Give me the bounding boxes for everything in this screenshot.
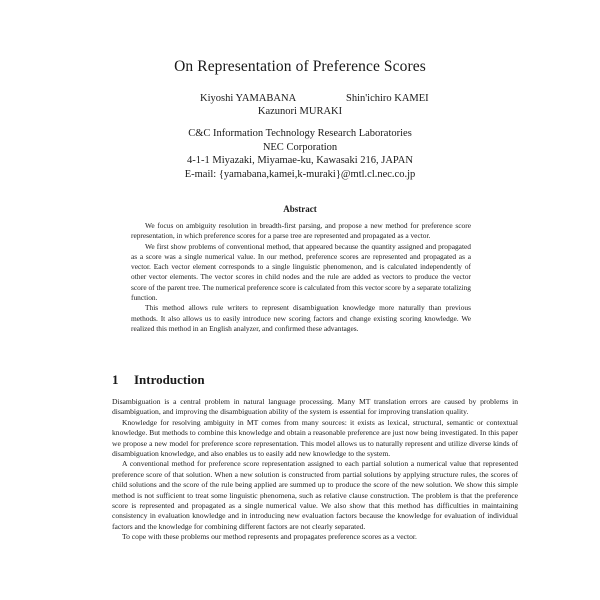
affiliation-block — [0, 127, 600, 181]
abstract-heading: Abstract — [283, 204, 317, 214]
section-number: 1 — [112, 372, 119, 387]
abstract-body — [131, 221, 471, 334]
abstract-paragraph: We first show problems of conventional method, that appeared because the quantity assigned and propagated as a score was a single numerical value. In our method, preference scores are represented and propagated as a vector. Each vector element corresponds to a single linguistic phenomenon, and is calculated independently of other vector elements. The vector scores in child nodes and the rule are added as vectors to produce the vector score of the parent tree. The numerical preference score is calculated from this vector score by a separate totalizing function. — [131, 241, 471, 303]
author-name: Shin'ichiro KAMEI — [346, 93, 429, 104]
affiliation-email: E-mail: {yamabana,kamei,k-muraki}@mtl.cl.nec.co.jp — [184, 168, 416, 180]
body-paragraph: To cope with these problems our method represents and propagates preference scores as a vector. — [122, 532, 417, 542]
author-name: Kiyoshi YAMABANA — [200, 93, 297, 104]
affiliation-address: 4-1-1 Miyazaki, Miyamae-ku, Kawasaki 216, JAPAN — [187, 155, 413, 167]
body-paragraph: Knowledge for resolving ambiguity in MT comes from many sources: it exists as lexical, structural, semantic or contextual knowledge. But methods to combine this knowledge and obtain a reasonable preference are just now being investigated. In this paper we propose a new model for preference score representation. This model allows us to naturally represent and utilize diverse kinds of disambiguation knowledge, and also enables us to easily add new knowledge to the system. — [112, 417, 518, 459]
section-title: Introduction — [134, 372, 205, 387]
abstract-paragraph: This method allows rule writers to represent disambiguation knowledge more naturally than previous methods. It also allows us to easily introduce new scoring factors and change existing scoring knowledge. We realized this method in an English analyzer, and confirmed these advantages. — [131, 303, 471, 333]
affiliation-org: NEC Corporation — [262, 141, 338, 153]
author-name: Kazunori MURAKI — [257, 106, 343, 117]
abstract-paragraph: We focus on ambiguity resolution in breadth-first parsing, and propose a new method for preference score representation, in which preference scores for a parse tree are represented and propagated as a vector. — [131, 221, 471, 241]
affiliation-lab: C&C Information Technology Research Laboratories — [188, 128, 412, 139]
section-heading — [112, 372, 205, 388]
body-paragraph: A conventional method for preference score representation assigned to each partial solution a numerical value that represented preference score of that solution. When a new solution is constructed from partial solutions by applying structure rules, the scores of child solutions and the score of the rule being applied are summed up to produce the score of the new solution. We show this simple method is not sufficient to treat some linguistic phenomena, such as relative clause construction. The problem is that the preference score is represented and propagated as a single numerical value. We also show that this method has difficulties in maintaining consistency in evaluation knowledge and in introducing new evaluation factors because the knowledge for evaluation of individual factors and the knowledge for combining different factors are not clearly separated. — [112, 459, 518, 531]
section-body — [112, 397, 518, 543]
body-paragraph: Disambiguation is a central problem in natural language processing. Many MT translation errors are caused by problems in disambiguation, and improving the disambiguation ability of the system is essential for improving translation quality. — [112, 397, 518, 417]
paper-title: On Representation of Preference Scores — [174, 58, 426, 75]
